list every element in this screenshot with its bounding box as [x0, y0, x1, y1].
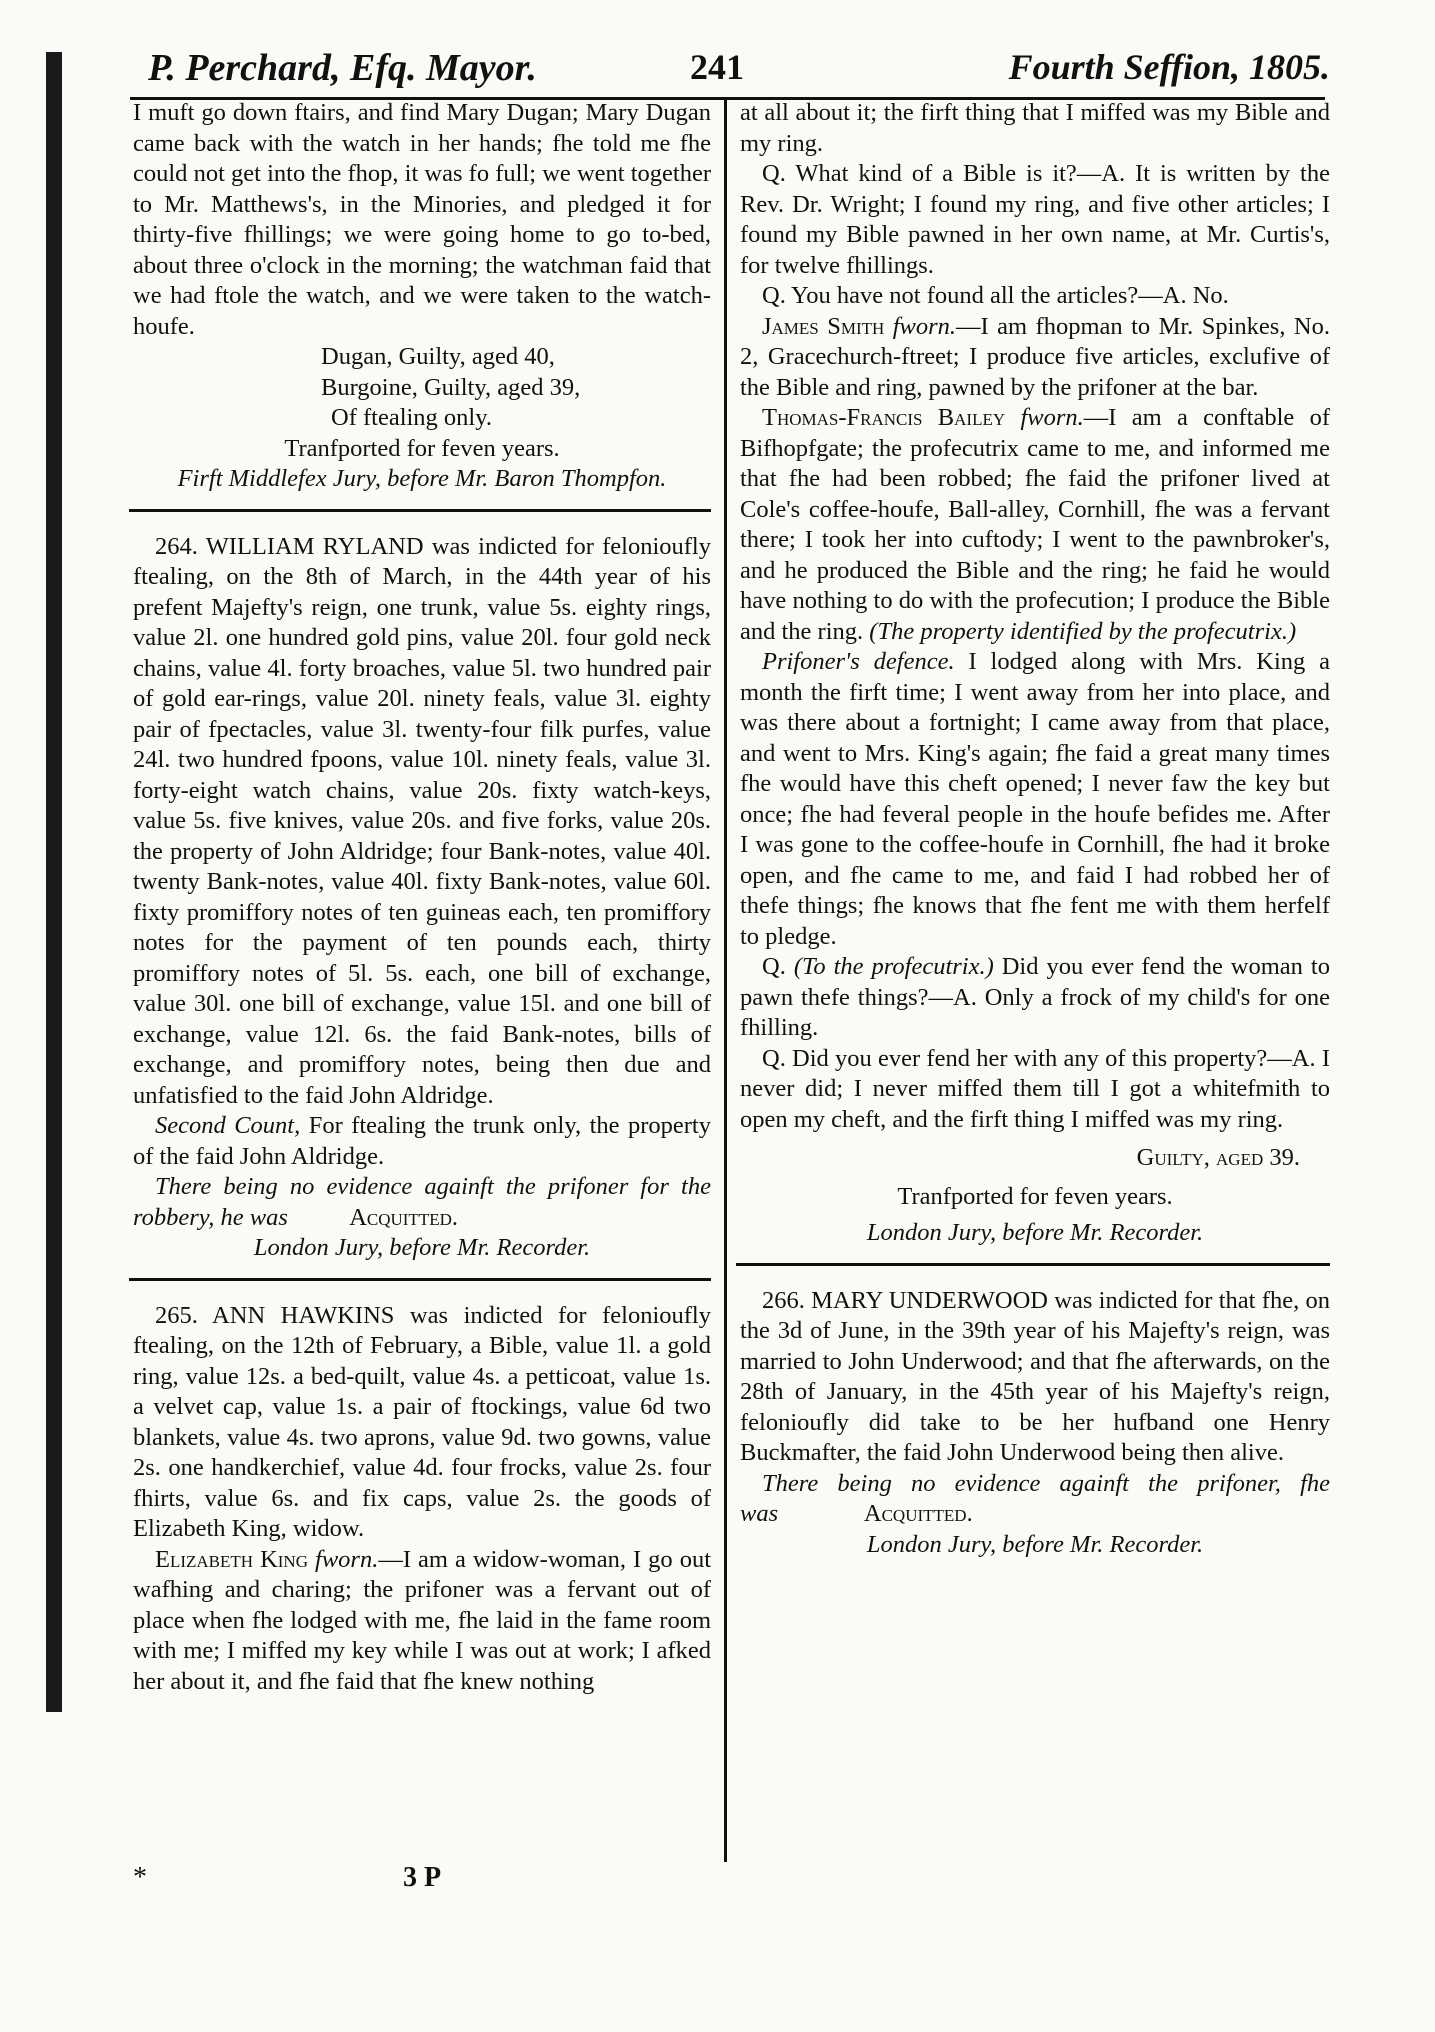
- verdict-dugan: Dugan, Guilty, aged 40,: [321, 343, 555, 370]
- header-mayor: P. Perchard, Efq. Mayor.: [148, 47, 537, 89]
- printer-mark: *: [133, 1862, 147, 1893]
- guilty-verdict: Guilty, aged 39.: [1136, 1144, 1300, 1171]
- question-articles: Q. You have not found all the articles?—A. No.: [762, 282, 1229, 309]
- of-stealing: Of ftealing only.: [331, 404, 493, 431]
- sentence: Tranfported for feven years.: [897, 1182, 1173, 1210]
- case-264-outcome: [133, 1172, 711, 1233]
- property-identified-note: (The property identified by the profecutrix.): [869, 617, 1297, 645]
- case-separator: [129, 509, 711, 512]
- page-header: [130, 40, 1330, 96]
- acquitted-verdict: Acquitted.: [349, 1203, 458, 1231]
- prisoner-defence: [740, 647, 1330, 952]
- binding-shadow: [46, 52, 62, 1712]
- acquitted-verdict: Acquitted.: [863, 1500, 973, 1527]
- continuation-text: at all about it; the firft thing that I miffed was my Bible and my ring.: [740, 99, 1330, 157]
- case-separator: [129, 1278, 711, 1281]
- sworn-label: fworn.: [308, 1545, 379, 1573]
- case-266-outcome: [740, 1469, 1330, 1530]
- question-prefix: Q.: [762, 953, 794, 980]
- sentence: Tranfported for feven years.: [284, 434, 560, 462]
- question-text: Did you ever fend the woman to pawn thefe things?—A. Only a frock of my child's for one fhilling.: [740, 953, 1330, 1041]
- jury-line: Firft Middlefex Jury, before Mr. Baron Thompfon.: [177, 465, 667, 492]
- jury-line: London Jury, before Mr. Recorder.: [866, 1530, 1204, 1558]
- header-session: Fourth Seffion, 1805.: [1008, 47, 1330, 87]
- witness-king-testimony: [133, 1545, 711, 1698]
- no-evidence-text: There being no evidence againft the prifoner for the robbery, he was: [133, 1173, 711, 1231]
- case-separator: [736, 1263, 1330, 1266]
- jury-line: London Jury, before Mr. Recorder.: [866, 1219, 1204, 1246]
- signature-mark: 3 P: [403, 1862, 442, 1893]
- question-pawn: [740, 952, 1330, 1044]
- verdict-burgoine: Burgoine, Guilty, aged 39,: [321, 373, 581, 401]
- testimony-text: —I am a conftable of Bifhopfgate; the profecutrix came to me, and informed me that fhe had been robbed; fhe faid the prifoner lived at Cole's coffee-houfe, Ball-alley, Cornhill, fhe was a fervant there; I took her into cuftody; I went to the pawnbroker's, and he produced the Bible and the ring; he faid he would have nothing to do with the profecution; I produce the Bible and the ring.: [740, 404, 1331, 645]
- sworn-label: fworn.: [1005, 404, 1084, 431]
- case-265-indictment: 265. ANN HAWKINS was indicted for felonioufly ftealing, on the 12th of February, a Bible, value 1l. a gold ring, value 12s. a bed-quilt, value 4s. a petticoat, value 1s. a velvet cap, value 1s. a pair of ftockings, value 6d two blankets, value 4s. two aprons, value 9d. two gowns, value 2s. one handkerchief, value 4d. four frocks, value 2s. four fhirts, value 6s. and fix caps, value 2s. the goods of Elizabeth King, widow.: [133, 1301, 711, 1542]
- right-column: [740, 98, 1330, 1560]
- left-column: [133, 98, 711, 1697]
- witness-name: James Smith: [762, 312, 885, 340]
- testimony-text: —I am fhopman to Mr. Spinkes, No. 2, Gracechurch-ftreet; I produce five articles, exclufive of the Bible and ring, pawned by the prifoner at the bar.: [740, 312, 1330, 401]
- witness-name: Thomas-Francis Bailey: [762, 404, 1006, 431]
- aside-note: (To the profecutrix.): [793, 953, 994, 980]
- defence-label: Prifoner's defence.: [762, 648, 955, 675]
- witness-smith-testimony: [740, 312, 1330, 404]
- second-count-text: For ftealing the trunk only, the property of the faid John Aldridge.: [133, 1112, 711, 1170]
- witness-name: Elizabeth King: [155, 1545, 308, 1573]
- sworn-label: fworn.: [884, 312, 957, 340]
- continuation-text: I muft go down ftairs, and find Mary Dugan; Mary Dugan came back with the watch in her hands; fhe told me fhe could not get into the fhop, it was fo full; we went together to Mr. Matthews's, in the Minories, and pledged it for thirty-five fhillings; we were going home to go to-bed, about three o'clock in the morning; the watchman faid that we had ftole the watch, and we were taken to the watch-houfe.: [133, 99, 711, 340]
- case-266-indictment: 266. MARY UNDERWOOD was indicted for that fhe, on the 3d of June, in the 39th year of his Majefty's reign, was married to John Underwood; and that fhe afterwards, on the 28th of January, in the 45th year of his Majefty's reign, felonioufly did take to be her hufband one Henry Buckmafter, the faid John Underwood being then alive.: [740, 1286, 1330, 1466]
- column-divider: [724, 97, 727, 1862]
- testimony-text: —I am a widow-woman, I go out wafhing and charing; the prifoner was a fervant out of place when fhe lodged with me, fhe laid in the fame room with me; I miffed my key while I was out at work; I afked her about it, and fhe faid that fhe knew nothing: [133, 1545, 712, 1695]
- case-264-second-count: [133, 1111, 711, 1172]
- question-bible: Q. What kind of a Bible is it?—A. It is written by the Rev. Dr. Wright; I found my ring, and five other articles; I found my Bible pawned in her own name, at Mr. Curtis's, for twelve fhillings.: [740, 160, 1330, 279]
- defence-text: I lodged along with Mrs. King a month the firft time; I went away from her into place, and was there about a fortnight; I came away from that place, and went to Mrs. King's again; fhe faid a great many times fhe would have this cheft opened; I never faw the key but once; fhe had feveral people in the houfe befides me. After I was gone to the coffee-houfe in Cornhill, fhe had it broke open, and fhe came to me, and faid I had robbed her of thefe things; fhe knows that fhe fent me with them herfelf to pledge.: [740, 648, 1330, 950]
- witness-bailey-testimony: [740, 403, 1330, 647]
- jury-line: London Jury, before Mr. Recorder.: [253, 1234, 591, 1261]
- case-264-indictment: 264. WILLIAM RYLAND was indicted for felonioufly ftealing, on the 8th of March, in the 44th year of his prefent Majefty's reign, one trunk, value 5s. eighty rings, value 2l. one hundred gold pins, value 20l. four gold neck chains, value 4l. forty broaches, value 5l. two hundred pair of gold ear-rings, value 20l. ninety feals, value 3l. eighty pair of fpectacles, value 3l. twenty-four filk purfes, value 24l. two hundred fpoons, value 10l. ninety feals, value 3l. forty-eight watch chains, value 20s. fixty watch-keys, value 5s. five knives, value 20s. and five forks, value 20s. the property of John Aldridge; four Bank-notes, value 40l. twenty Bank-notes, value 40l. fixty Bank-notes, value 60l. fixty promiffory notes of ten guineas each, ten promiffory notes for the payment of ten pounds each, thirty promiffory notes of 5l. 5s. each, one bill of exchange, value 30l. one bill of exchange, value 15l. and one bill of exchange, value 12l. 6s. the faid Bank-notes, bills of exchange, and promiffory notes, being then due and unfatisfied to the faid John Aldridge.: [133, 532, 711, 1109]
- page-number: 241: [690, 47, 744, 87]
- second-count-label: Second Count,: [155, 1112, 301, 1139]
- question-property: Q. Did you ever fend her with any of this property?—A. I never did; I never miffed them till I got a whitefmith to open my cheft, and the firft thing I miffed was my ring.: [740, 1044, 1330, 1133]
- no-evidence-text: There being no evidence againft the prifoner, fhe was: [740, 1469, 1330, 1527]
